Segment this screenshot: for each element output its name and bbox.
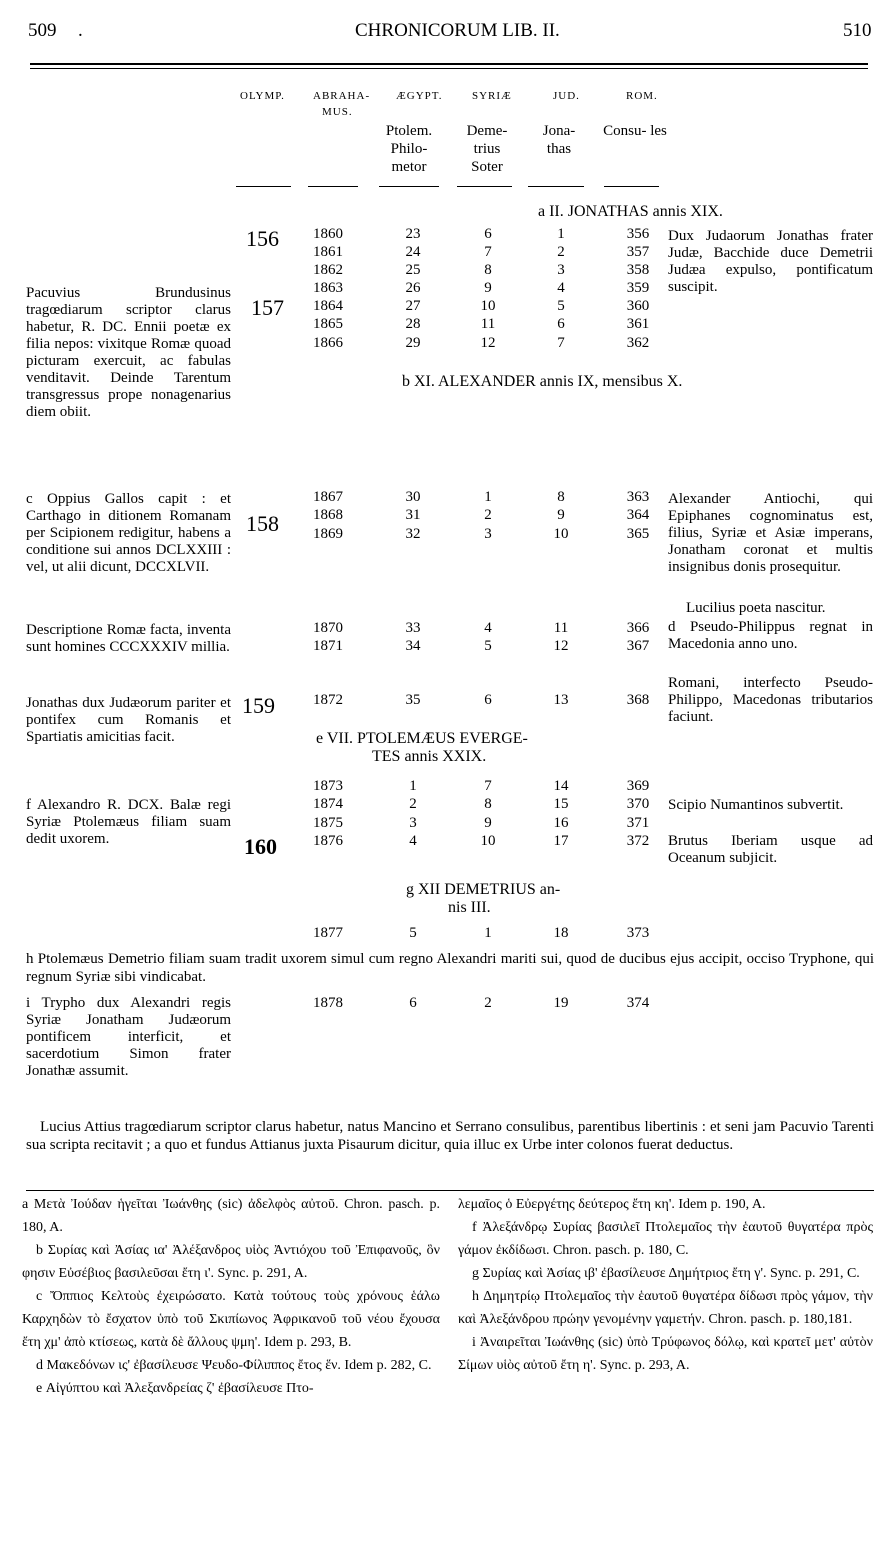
syriae-year: 9 <box>484 815 492 831</box>
col-olymp: OLYMP. <box>240 90 285 102</box>
aegypt-year: 2 <box>409 796 417 812</box>
aegypt-year: 6 <box>409 995 417 1011</box>
aegypt-year: 23 <box>405 226 421 242</box>
note-descriptio: Descriptione Romæ facta, inventa sunt homines CCCXXXIV millia. <box>26 622 231 655</box>
footnote: h Δημητρίῳ Πτολεμαῖος τὴν ἑαυτοῦ θυγατέρα δίδωσι πρὸς γάμον, τὴν καὶ Ἀλεξάνδρου πρώην γενομένην γαμετήν. Chron. pasch. p. 180,181. <box>458 1289 873 1327</box>
jud-year: 4 <box>557 280 565 296</box>
olympiad-number: 156 <box>246 226 279 251</box>
rom-subheading: Consu- les <box>603 123 667 139</box>
jud-year: 12 <box>553 638 569 654</box>
olympiad-number: 160 <box>244 834 277 859</box>
jud-year: 15 <box>553 796 569 812</box>
aegypt-year: 4 <box>409 833 417 849</box>
abraham-year: 1871 <box>313 638 343 654</box>
syriae-year: 8 <box>484 796 492 812</box>
footnote: c Ὄππιος Κελτοὺς ἐχειρώσατο. Κατὰ τούτους τοὺς χρόνους ἑάλω Καρχηδὼν τὸ ἔσχατον ὑπὸ τοῦ Σκιπίωνος Ἀφρικανοῦ τοῦ νέου ἔχουσα ἔτη χμ' ἀπὸ κτίσεως, κατὰ δὲ ἄλλους ψμη'. Idem p. 293, B. <box>22 1289 440 1350</box>
footnote: λεμαῖος ὁ Εὐεργέτης δεύτερος ἔτη κη'. Idem p. 190, A. <box>458 1197 766 1212</box>
aegypt-year: 24 <box>405 244 421 260</box>
note-alexander: Alexander Antiochi, qui Epiphanes cognominatus est, filius, Syriæ et Asiæ imperans, Jonatham coronat et multis insignibus donis prosequitur. <box>668 491 873 575</box>
col-rom: ROM. <box>626 90 658 102</box>
jud-subheading: Jona- thas <box>542 123 576 157</box>
jud-year: 10 <box>553 526 569 542</box>
note-oppius: c Oppius Gallos capit : et Carthago in ditionem Romanam per Scipionem redigitur, habens a conditione sui annos DCLXXIII : vel, ut alii dicunt, DCCXLVII. <box>26 491 231 575</box>
aegypt-subheading: Ptolem. Philo- metor <box>385 123 433 175</box>
footnote: a Μετὰ Ἰούδαν ἡγεῖται Ἰωάνθης (sic) ἀδελφὸς αὐτοῦ. Chron. pasch. p. 180, A. <box>22 1197 440 1235</box>
rom-year: 358 <box>626 262 650 278</box>
heading-alexander: b XI. ALEXANDER annis IX, mensibus X. <box>402 373 683 390</box>
jud-year: 7 <box>557 335 565 351</box>
syriae-year: 9 <box>484 280 492 296</box>
abraham-year: 1865 <box>313 316 343 332</box>
abraham-year: 1860 <box>313 226 343 242</box>
rom-year: 372 <box>626 833 650 849</box>
jud-year: 1 <box>557 226 565 242</box>
footnotes-left <box>22 1193 440 1400</box>
abraham-year: 1867 <box>313 489 343 505</box>
syriae-year: 7 <box>484 778 492 794</box>
aegypt-year: 27 <box>405 298 421 314</box>
aegypt-year: 30 <box>405 489 421 505</box>
rom-year: 369 <box>626 778 650 794</box>
column-rule <box>379 186 439 187</box>
syriae-year: 7 <box>484 244 492 260</box>
jud-year: 17 <box>553 833 569 849</box>
header-rule-thin <box>30 68 868 69</box>
col-abraham-1: ABRAHA- <box>313 90 371 102</box>
jud-year: 2 <box>557 244 565 260</box>
rom-year: 368 <box>626 692 650 708</box>
jud-year: 3 <box>557 262 565 278</box>
footnotes-right <box>458 1193 873 1377</box>
note-pseudo: d Pseudo-Philippus regnat in Macedonia anno uno. <box>668 619 873 652</box>
column-rule <box>528 186 584 187</box>
syriae-subheading: Deme- trius Soter <box>466 123 508 175</box>
col-jud: JUD. <box>553 90 580 102</box>
abraham-year: 1873 <box>313 778 343 794</box>
column-rule <box>236 186 291 187</box>
abraham-year: 1877 <box>313 925 343 941</box>
page-number-right: 510 <box>843 20 872 41</box>
aegypt-year: 5 <box>409 925 417 941</box>
jud-year: 8 <box>557 489 565 505</box>
footnote-rule <box>26 1190 874 1191</box>
abraham-year: 1862 <box>313 262 343 278</box>
note-jonathas: Jonathas dux Judæorum pariter et pontifex cum Romanis et Spartiatis amicitias facit. <box>26 695 231 745</box>
abraham-year: 1872 <box>313 692 343 708</box>
note-scipio: Scipio Numantinos subvertit. <box>668 797 844 813</box>
aegypt-year: 26 <box>405 280 421 296</box>
note-dux: Dux Judaorum Jonathas frater Judæ, Bacchide duce Demetrii Judæa expulso, pontificatum suscipit. <box>668 228 873 295</box>
note-ptolemaeus-demetrio: h Ptolemæus Demetrio filiam suam tradit uxorem simul cum regno Alexandri mariti sui, quod de ducibus ejus accipit, occiso Tryphone, qui regnum Syriæ sibi vindicabat. <box>26 951 874 985</box>
syriae-year: 8 <box>484 262 492 278</box>
aegypt-year: 32 <box>405 526 421 542</box>
rom-year: 365 <box>626 526 650 542</box>
column-rule <box>604 186 659 187</box>
syriae-year: 11 <box>480 316 496 332</box>
aegypt-year: 34 <box>405 638 421 654</box>
abraham-year: 1866 <box>313 335 343 351</box>
jud-year: 18 <box>553 925 569 941</box>
heading-ptolemaeus-2: TES annis XXIX. <box>372 748 487 765</box>
jud-year: 6 <box>557 316 565 332</box>
syriae-year: 2 <box>484 995 492 1011</box>
abraham-year: 1874 <box>313 796 343 812</box>
olympiad-number: 159 <box>242 693 275 718</box>
note-alexandro: f Alexandro R. DCX. Balæ regi Syriæ Ptolemæus filiam suam dedit uxorem. <box>26 797 231 847</box>
rom-year: 370 <box>626 796 650 812</box>
rom-year: 371 <box>626 815 650 831</box>
note-pacuvius: Pacuvius Brundusinus tragœdiarum scriptor clarus habetur, R. DC. Ennii poetæ ex filia nepos: vixitque Romæ quoad picturam exercuit, ac fabulas venditavit. Deinde Tarentum transgressus prope nonagenarius diem obiit. <box>26 285 231 420</box>
column-rule <box>457 186 512 187</box>
heading-demetrius: g XII DEMETRIUS an- <box>406 881 561 898</box>
page-number-left: 509 <box>28 20 57 41</box>
abraham-year: 1864 <box>313 298 343 314</box>
footnote: i Ἀναιρεῖται Ἰωάνθης (sic) ὑπὸ Τρύφωνος δόλῳ, καὶ κρατεῖ μετ' αὐτὸν Σίμων υἱὸς αὐτοῦ ἔτη η'. Sync. p. 293, A. <box>458 1335 873 1373</box>
running-title: CHRONICORUM LIB. II. <box>355 20 560 41</box>
abraham-year: 1878 <box>313 995 343 1011</box>
footnote: f Ἀλεξάνδρῳ Συρίας βασιλεῖ Πτολεμαῖος τὴν ἑαυτοῦ θυγατέρα πρὸς γάμον ἐκδίδωσι. Chron. pasch. p. 180, C. <box>458 1220 873 1258</box>
syriae-year: 4 <box>484 620 492 636</box>
rom-year: 367 <box>626 638 650 654</box>
note-romani: Romani, interfecto Pseudo-Philippo, Macedonas tributarios faciunt. <box>668 675 873 725</box>
aegypt-year: 1 <box>409 778 417 794</box>
aegypt-year: 28 <box>405 316 421 332</box>
abraham-year: 1875 <box>313 815 343 831</box>
olympiad-number: 158 <box>246 511 279 536</box>
footnote: e Αἰγύπτου καὶ Ἀλεξανδρείας ζ' ἐβασίλευσε Πτο- <box>36 1381 314 1396</box>
aegypt-year: 35 <box>405 692 421 708</box>
abraham-year: 1861 <box>313 244 343 260</box>
header-dot: . <box>78 20 83 41</box>
jud-year: 11 <box>553 620 569 636</box>
jud-year: 16 <box>553 815 569 831</box>
syriae-year: 1 <box>484 925 492 941</box>
footnote: d Μακεδόνων ις' ἐβασίλευσε Ψευδο-Φίλιππος ἔτος ἕν. Idem p. 282, C. <box>36 1358 432 1373</box>
note-lucilius: Lucilius poeta nascitur. <box>686 600 826 616</box>
col-abraham-2: MUS. <box>322 106 353 118</box>
col-aegypt: ÆGYPT. <box>396 90 443 102</box>
abraham-year: 1870 <box>313 620 343 636</box>
heading-ptolemaeus: e VII. PTOLEMÆUS EVERGE- <box>316 730 528 747</box>
rom-year: 362 <box>626 335 650 351</box>
note-trypho: i Trypho dux Alexandri regis Syriæ Jonatham Judæorum pontificem interficit, et sacerdotium Simon frater Jonathæ assumit. <box>26 995 231 1079</box>
header-rule <box>30 63 868 65</box>
aegypt-year: 29 <box>405 335 421 351</box>
aegypt-year: 31 <box>405 507 421 523</box>
footnote: g Συρίας καὶ Ἀσίας ιβ' ἐβασίλευσε Δημήτριος ἔτη γ'. Sync. p. 291, C. <box>472 1266 860 1281</box>
jud-year: 5 <box>557 298 565 314</box>
abraham-year: 1869 <box>313 526 343 542</box>
rom-year: 356 <box>626 226 650 242</box>
note-attius: Lucius Attius tragœdiarum scriptor clarus habetur, natus Mancino et Serrano consulibus, parentibus libertinis : et seni jam Pacuvio Tarenti sua scripta recitavit ; a quo et fundus Attianus juxta Pisaurum dicitur, quia illuc ex Urbe inter colonos fuerat deductus. <box>26 1119 874 1153</box>
heading-jonathas: a II. JONATHAS annis XIX. <box>538 203 723 220</box>
syriae-year: 12 <box>480 335 496 351</box>
aegypt-year: 33 <box>405 620 421 636</box>
rom-year: 374 <box>626 995 650 1011</box>
rom-year: 364 <box>626 507 650 523</box>
jud-year: 14 <box>553 778 569 794</box>
aegypt-year: 3 <box>409 815 417 831</box>
syriae-year: 10 <box>480 298 496 314</box>
rom-year: 359 <box>626 280 650 296</box>
syriae-year: 1 <box>484 489 492 505</box>
abraham-year: 1863 <box>313 280 343 296</box>
footnote: b Συρίας καὶ Ἀσίας ια' Ἀλέξανδρος υἱὸς Ἀντιόχου τοῦ Ἐπιφανοῦς, ὃν φησιν Εὐσέβιος βασιλεῦσαι ἔτη ι'. Sync. p. 291, A. <box>22 1243 440 1281</box>
col-syriae: SYRIÆ <box>472 90 512 102</box>
column-rule <box>308 186 358 187</box>
syriae-year: 3 <box>484 526 492 542</box>
jud-year: 13 <box>553 692 569 708</box>
aegypt-year: 25 <box>405 262 421 278</box>
syriae-year: 10 <box>480 833 496 849</box>
rom-year: 357 <box>626 244 650 260</box>
rom-year: 360 <box>626 298 650 314</box>
syriae-year: 6 <box>484 226 492 242</box>
syriae-year: 5 <box>484 638 492 654</box>
heading-demetrius-2: nis III. <box>448 899 491 916</box>
syriae-year: 2 <box>484 507 492 523</box>
note-brutus: Brutus Iberiam usque ad Oceanum subjicit. <box>668 833 873 866</box>
abraham-year: 1868 <box>313 507 343 523</box>
rom-year: 363 <box>626 489 650 505</box>
syriae-year: 6 <box>484 692 492 708</box>
abraham-year: 1876 <box>313 833 343 849</box>
jud-year: 19 <box>553 995 569 1011</box>
rom-year: 361 <box>626 316 650 332</box>
rom-year: 373 <box>626 925 650 941</box>
jud-year: 9 <box>557 507 565 523</box>
olympiad-number: 157 <box>251 295 284 320</box>
rom-year: 366 <box>626 620 650 636</box>
